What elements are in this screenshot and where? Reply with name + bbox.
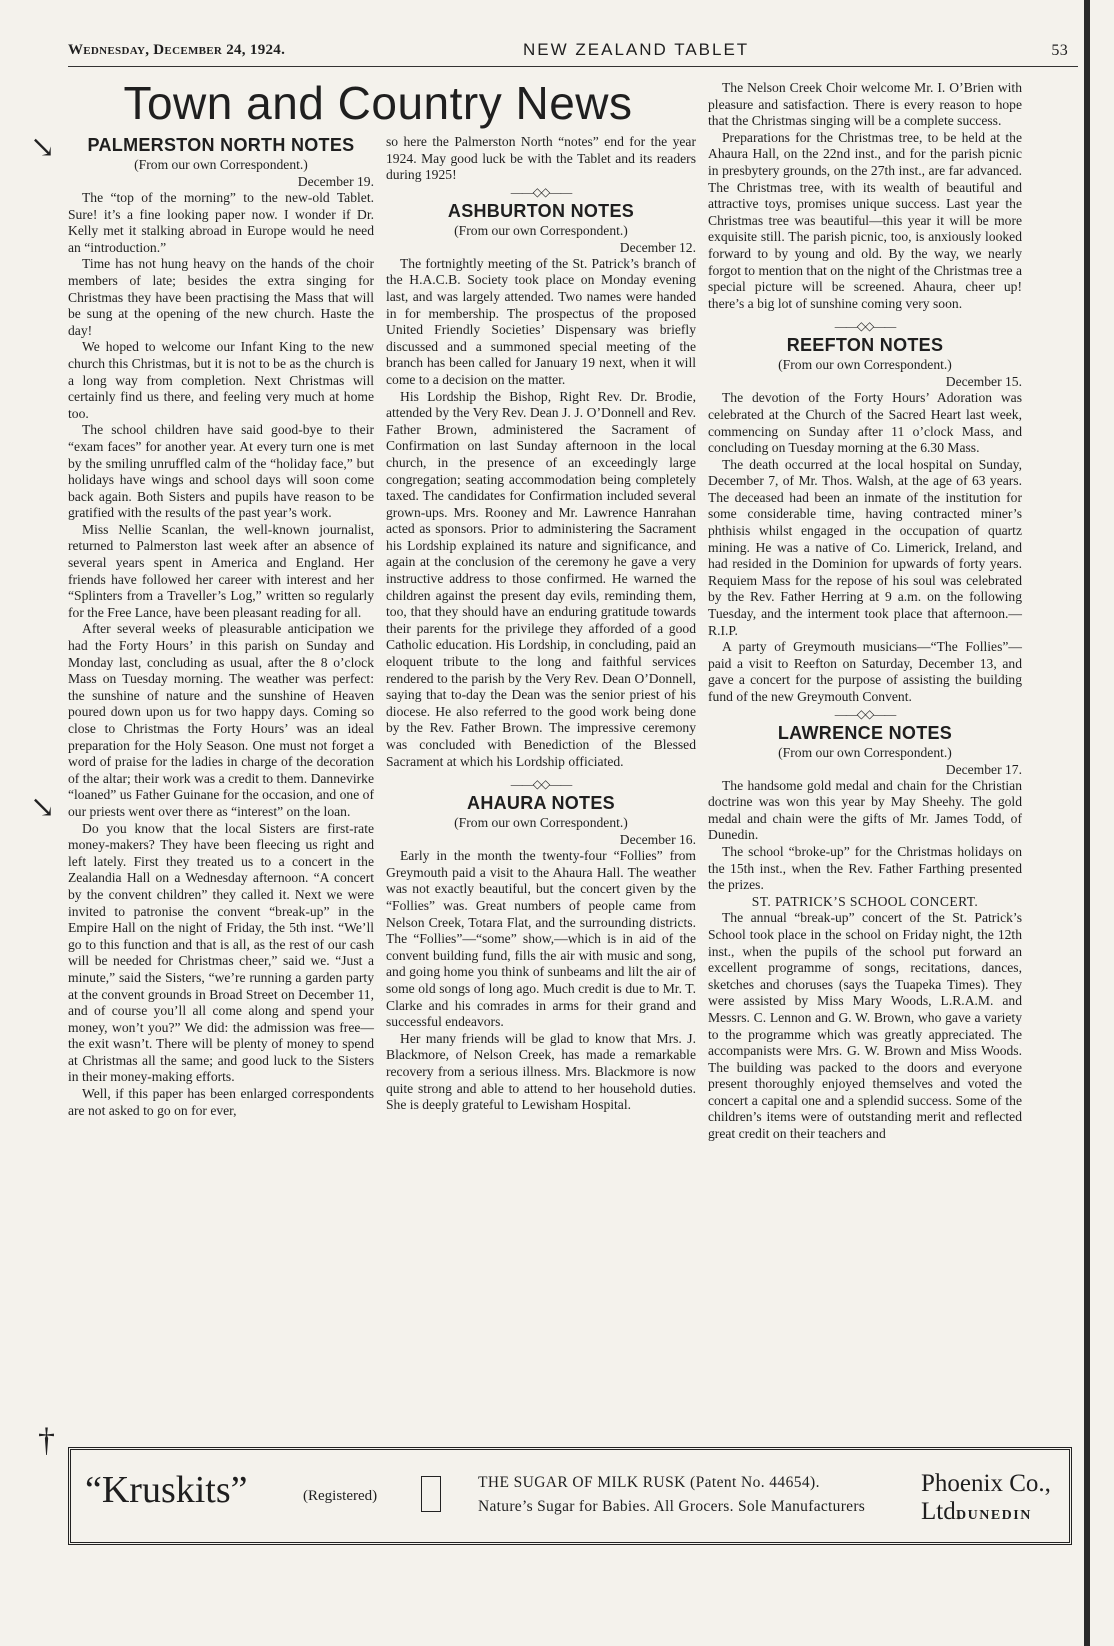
masthead: NEW ZEALAND TABLET [523, 40, 750, 59]
paragraph: Preparations for the Christmas tree, to be held at the Ahaura Hall, on the 22nd inst., and for the parish picnic in presbytery grounds, on the 27th inst., are far advanced. The Christmas tree, with its wealth of beautiful and attractive toys, promises unique success. Last year the Christmas tree was beautiful—this year it will be more exquisite still. The parish picnic, too, is anxiously looked forward to by young and old. By the way, we nearly forgot to mention that on the night of the Christmas tree a special picture will be screened. Ahaura, cheer up! there’s a big lot of sunshine coming very soon. [708, 129, 1022, 311]
margin-mark-icon: † [38, 1422, 55, 1459]
paragraph: His Lordship the Bishop, Right Rev. Dr. Brodie, attended by the Very Rev. Dean J. J. O’Donnell and Rev. Father Brown, administered the Sacrament of Confirmation on last Sunday afternoon in the local church, in the presence of an exceedingly large congregation; seating accommodation being completely taxed. The candidates for Confirmation included several grown-ups. Mrs. Rooney and Mr. Lawrence Hanrahan acted as sponsors. Prior to administering the Sacrament his Lordship explained its nature and significance, and again at the conclusion of the ceremony he gave a very instructive address to those confirmed. He warned the children against the present day evils, reminding them, too, that they should have an enduring gratitude towards their parents for the privilege they afforded of a good Catholic education. His Lordship, in concluding, paid an eloquent tribute to the long and faithful services rendered to the parish by the Very Rev. Dean O’Donnell, saying that to-day the Dean was the senior priest of his diocese. He also referred to the good work being done by the Rev. Father Brown. The impressive ceremony was concluded with Benediction of the Blessed Sacrament at which his Lordship officiated. [386, 388, 696, 769]
paragraph: Time has not hung heavy on the hands of the choir members of late; besides the extra singing for Christmas they have been practising the Mass that will be sung at the opening of the new church. Haste the day! [68, 256, 374, 338]
paragraph: The school “broke-up” for the Christmas holidays on the 15th inst., when the Rev. Father Farthing presented the prizes. [708, 843, 1022, 893]
page-header [68, 38, 1078, 67]
page-number: 53 [1051, 42, 1068, 59]
section-subtitle: (From our own Correspondent.) [454, 815, 628, 831]
ornament-divider: ——◇◇—— [510, 184, 572, 199]
paragraph: The annual “break-up” concert of the St. Patrick’s School took place in the school on Friday night, the 12th inst., when the pupils of the school put forward an excellent programme of songs, recitations, dances, sketches and choruses (says the Tuapeka Times). They were assisted by Miss Mary Woods, L.R.A.M. and Messrs. C. Lennon and G. W. Brown, who gave a variety to the programme which was greatly appreciated. The accompanists were Mrs. G. W. Brown and Miss Woods. The building was packed to the doors and everyone present thoroughly enjoyed themselves and voted the concert a capital one and a splendid success. Some of the children’s items were of outstanding merit and reflected great credit on their teachers and [708, 910, 1022, 1142]
ornament-divider: ——◇◇—— [510, 777, 572, 792]
column-2 [386, 134, 696, 1114]
column-1 [68, 134, 374, 1119]
section-title-palmerston: PALMERSTON NORTH NOTES [87, 135, 355, 155]
section-date: December 15. [945, 374, 1022, 390]
section-subtitle: (From our own Correspondent.) [454, 222, 628, 238]
ad-line-2: Nature’s Sugar for Babies. All Grocers. Sole Manufacturers [478, 1498, 866, 1515]
section-date: December 17. [945, 761, 1022, 777]
paragraph: The Nelson Creek Choir welcome Mr. I. O’Brien with pleasure and satisfaction. There is every reason to hope that the Christmas singing will be a complete success. [708, 80, 1022, 129]
paragraph: The “top of the morning” to the new-old Tablet. Sure! it’s a fine looking paper now. I wonder if Dr. Kelly met it stalking abroad in Europe would he need an “introduction.” [68, 190, 374, 255]
paragraph: so here the Palmerston North “notes” end for the year 1924. May good luck be with the Tablet and its readers during 1925! [386, 134, 696, 183]
issue-date: Wednesday, December 24, 1924. [68, 42, 286, 58]
ad-city: DUNEDIN [956, 1508, 1032, 1523]
paragraph: Her many friends will be glad to know that Mrs. J. Blackmore, of Nelson Creek, has made a remarkable recovery from a serious illness. Mrs. Blackmore is now quite strong and able to attend to her household duties. She is deeply grateful to Lewisham Hospital. [386, 1030, 696, 1113]
paragraph: The death occurred at the local hospital on Sunday, December 7, of Mr. Thos. Walsh, at the age of 63 years. The deceased had been an inmate of the institution for some considerable time, having contracted miner’s phthisis whilst engaged in the occupation of quartz mining. He was a native of Co. Limerick, Ireland, and had resided in the Dominion for upwards of forty years. Requiem Mass for the repose of his soul was celebrated by the Rev. Father Herring at 9 a.m. on the following Tuesday, and the interment took place that afternoon.—R.I.P. [708, 456, 1022, 638]
page-edge-rule [1084, 0, 1090, 1646]
ad-line-1: THE SUGAR OF MILK RUSK (Patent No. 44654). [478, 1474, 820, 1491]
paragraph: Well, if this paper has been enlarged correspondents are not asked to go on for ever, [68, 1086, 374, 1118]
section-subtitle: (From our own Correspondent.) [778, 744, 952, 760]
ad-registered: (Registered) [303, 1488, 378, 1504]
section-date: December 12. [619, 239, 696, 255]
paragraph: We hoped to welcome our Infant King to the new church this Christmas, but it is not to be as the church is a long way from completion. Next Christmas will certainly find us there, and feeling very much at home too. [68, 339, 374, 421]
ornament-divider: ——◇◇—— [834, 319, 896, 334]
paragraph: The devotion of the Forty Hours’ Adoration was celebrated at the Church of the Sacred Heart last week, commencing on Sunday after 11 o’clock Mass, and concluding on Tuesday morning at the 6.30 Mass. [708, 390, 1022, 456]
section-subtitle: (From our own Correspondent.) [134, 157, 308, 172]
column-3 [708, 80, 1022, 1143]
section-title-lawrence: LAWRENCE NOTES [777, 722, 953, 743]
paragraph: The handsome gold medal and chain for the Christian doctrine was won this year by May Sheehy. The gold medal and chain were the gifts of Mr. James Todd, of Dunedin. [708, 777, 1022, 843]
paragraph: Early in the month the twenty-four “Follies” from Greymouth paid a visit to the Ahaura Hall. The weather was not exactly beautiful, but the concert given by the “Follies” was. Great numbers of people came from Nelson Creek, Totara Flat, and the surrounding districts. The “Follies”—“some” show,—which is in aid of the convent building fund, fills the air with music and song, and going home you think of sunbeams and lilt the air of some old songs of long ago. Much credit is due to Mr. T. Clarke and his comrades in arms for their grand and successful endeavors. [386, 848, 696, 1030]
paragraph: After several weeks of pleasurable anticipation we had the Forty Hours’ in this parish on Sunday and Monday last, concluding as usual, after the 8 o’clock Mass on Tuesday morning. The weather was perfect: the sunshine of nature and the sunshine of Heaven poured down upon us for two happy days. Coming so close to Christmas the Forty Hours’ was an ideal preparation for the Holy Season. One must not forget a word of praise for the ladies in charge of the decoration of the altar; their work was a credit to them. Dannevirke “loaned” us Father Guinane for the occasion, and one of our priests went over there as “interest” on the loan. [68, 621, 374, 819]
section-subtitle: (From our own Correspondent.) [778, 357, 952, 373]
margin-mark-icon: ↘ [30, 131, 56, 164]
ornament-divider: ——◇◇—— [834, 706, 896, 721]
section-title-reefton: REEFTON NOTES [786, 335, 944, 356]
ad-box-graphic [421, 1476, 441, 1512]
section-title-ahaura: AHAURA NOTES [467, 793, 615, 814]
section-date: December 19. [297, 174, 374, 189]
paragraph: The school children have said good-bye to their “exam faces” for another year. At every turn one is met by the smiling unruffled calm of the “holiday face,” but holidays have wings and school days will soon come back again. Both Sisters and pupils have reason to be gratified with the results of the past year’s work. [68, 422, 374, 521]
paragraph: Miss Nellie Scanlan, the well-known journalist, returned to Palmerston last week after an absence of several years spent in America and England. Her friends have followed her career with interest and her “Splinters from a Traveller’s Log,” written so regularly for the Free Lance, have been pleasant reading for all. [68, 521, 374, 620]
section-title-ashburton: ASHBURTON NOTES [447, 200, 635, 221]
paragraph: A party of Greymouth musicians—“The Follies”—paid a visit to Reefton on Saturday, December 13, and gave a concert for the purpose of assisting the building fund of the new Greymouth Convent. [708, 639, 1022, 704]
paragraph: The fortnightly meeting of the St. Patrick’s branch of the H.A.C.B. Society took place on Monday evening last, and was largely attended. Two names were handed in for membership. The prospectus of the proposed United Friendly Societies’ Dispensary was briefly discussed and a summoned special meeting of the branch has been called for January 19 next, when it will come to a decision on the matter. [386, 255, 696, 387]
advertisement-box [68, 1447, 1072, 1545]
subheading-concert: ST. PATRICK’S SCHOOL CONCERT. [751, 893, 979, 909]
margin-mark-icon: ↘ [30, 791, 56, 824]
ad-company: Phoenix Co., Ltd. [921, 1470, 1051, 1525]
ad-brand: “Kruskits” [85, 1469, 248, 1511]
section-date: December 16. [619, 832, 696, 848]
page-title: Town and Country News [123, 77, 633, 129]
paragraph: Do you know that the local Sisters are first-rate money-makers? They have been fleecing us right and left lately. First they treated us to a concert in the Zealandia Hall on a Wednesday afternoon. “A concert by the convent children” they called it. Next we were invited to patronise the convent “break-up” in the Empire Hall on the night of Friday, the 5th inst. “We’ll go to this function and that is all, as the rest of our cash will be needed for Christmas cheer,” said we. “Just a minute,” said the Sisters, “we’re running a garden party at the convent grounds in Broad Street on December 11, and of course you’ll all come along and spend your money, won’t you?” We did: the admission was free—the exit wasn’t. There will be plenty of money to spend at Christmas all the same; and good luck to the Sisters in their money-making efforts. [68, 820, 374, 1085]
